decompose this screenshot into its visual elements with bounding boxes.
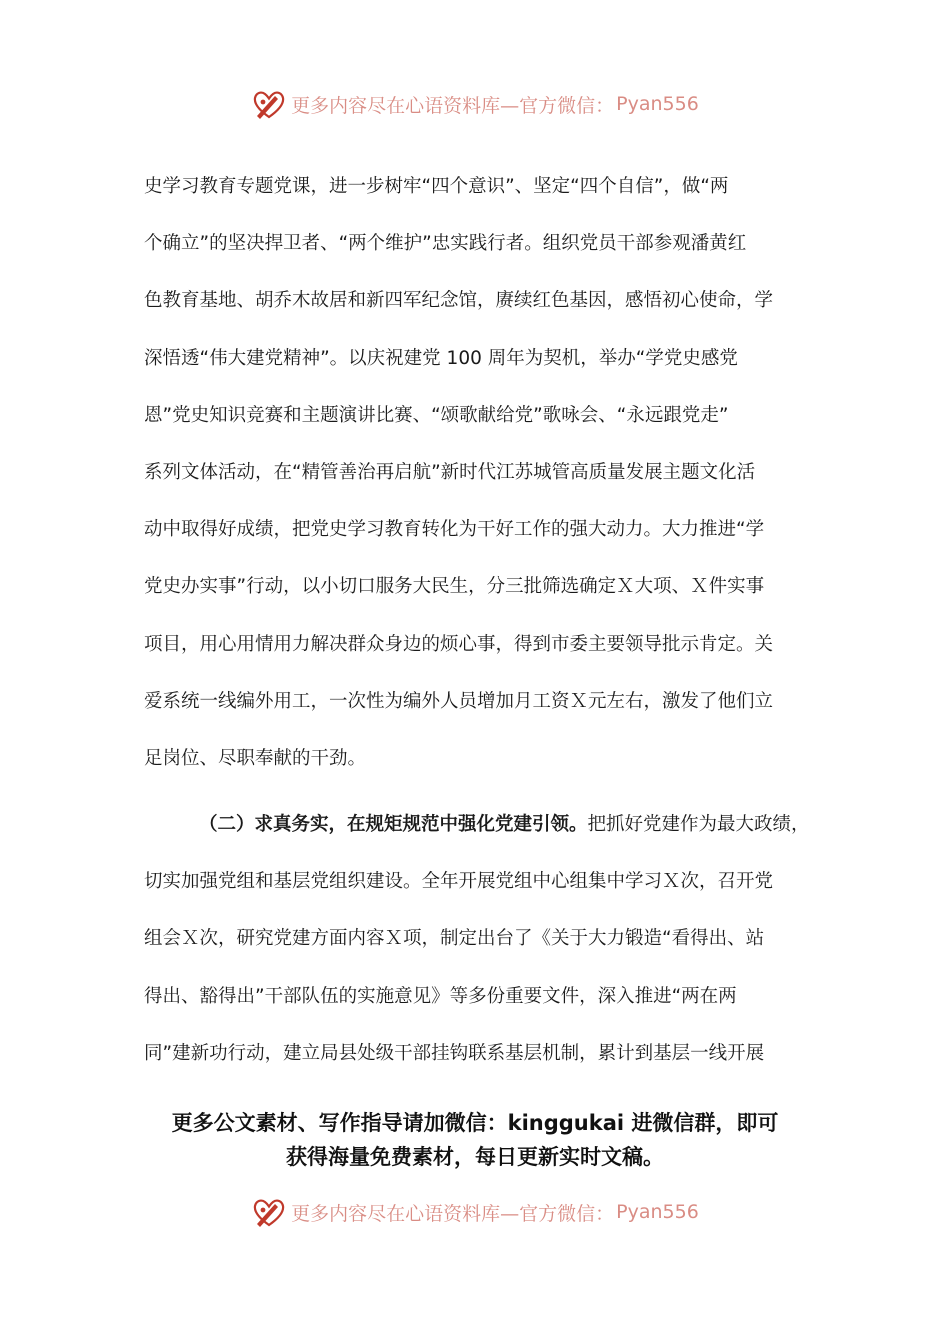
text-line-first	[144, 796, 810, 853]
heart-pen-logo-icon	[251, 86, 287, 122]
text-line: 个确立”的坚决捍卫者、“两个维护”忠实践行者。组织党员干部参观潘黄红	[144, 233, 747, 255]
text-line: 色教育基地、胡乔木故居和新四军纪念馆，赓续红色基因，感悟初心使命，学	[144, 290, 774, 312]
text-line: 党史办实事”行动，以小切口服务大民生，分三批筛选确定Ｘ大项、Ｘ件实事	[144, 576, 765, 598]
text-line: 动中取得好成绩，把党史学习教育转化为干好工作的强大动力。大力推进“学	[144, 519, 765, 541]
document-body	[144, 158, 810, 1082]
footer-note-line-2: 获得海量免费素材，每日更新实时文稿。	[286, 1145, 664, 1169]
text-line: 爱系统一线编外用工，一次性为编外人员增加月工资Ｘ元左右，激发了他们立	[144, 690, 774, 712]
watermark-handle: Pyan556	[616, 1201, 699, 1223]
footer-note	[0, 1106, 950, 1174]
watermark-handle: Pyan556	[616, 93, 699, 115]
text-line: 系列文体活动，在“精管善治再启航”新时代江苏城管高质量发展主题文化活	[144, 461, 756, 483]
footer-note-line-1: 更多公文素材、写作指导请加微信：kinggukai 进微信群，即可	[171, 1111, 779, 1135]
watermark-text: 更多内容尽在心语资料库—官方微信：	[291, 94, 615, 117]
text-line: 深悟透“伟大建党精神”。以庆祝建党 100 周年为契机，举办“学党史感党	[144, 347, 738, 369]
watermark-footer	[0, 1192, 950, 1232]
text-line: 项目，用心用情用力解决群众身边的烦心事，得到市委主要领导批示肯定。关	[144, 633, 774, 655]
text-line: 切实加强党组和基层党组织建设。全年开展党组中心组集中学习Ｘ次，召开党	[144, 871, 774, 893]
text-line: 史学习教育专题党课，进一步树牢“四个意识”、坚定“四个自信”，做“两	[144, 176, 729, 197]
watermark-header	[0, 84, 950, 124]
text-line: 得出、豁得出”干部队伍的实施意见》等多份重要文件，深入推进“两在两	[144, 985, 737, 1007]
text-line: 足岗位、尽职奉献的干劲。	[144, 747, 367, 769]
watermark-text: 更多内容尽在心语资料库—官方微信：	[291, 1202, 615, 1225]
section-heading-rest: 把抓好党建作为最大政绩，	[587, 814, 810, 836]
text-line: 组会Ｘ次，研究党建方面内容Ｘ项，制定出台了《关于大力锻造“看得出、站	[144, 928, 765, 950]
text-line: 同”建新功行动，建立局县处级干部挂钩联系基层机制，累计到基层一线开展	[144, 1042, 765, 1064]
text-line: 恩”党史知识竞赛和主题演讲比赛、“颂歌献给党”歌咏会、“永远跟党走”	[144, 404, 729, 426]
paragraph-2	[144, 796, 810, 1082]
heart-pen-logo-icon	[251, 1194, 287, 1230]
section-heading: （二）求真务实，在规矩规范中强化党建引领。	[199, 814, 588, 836]
paragraph-1	[144, 158, 810, 787]
